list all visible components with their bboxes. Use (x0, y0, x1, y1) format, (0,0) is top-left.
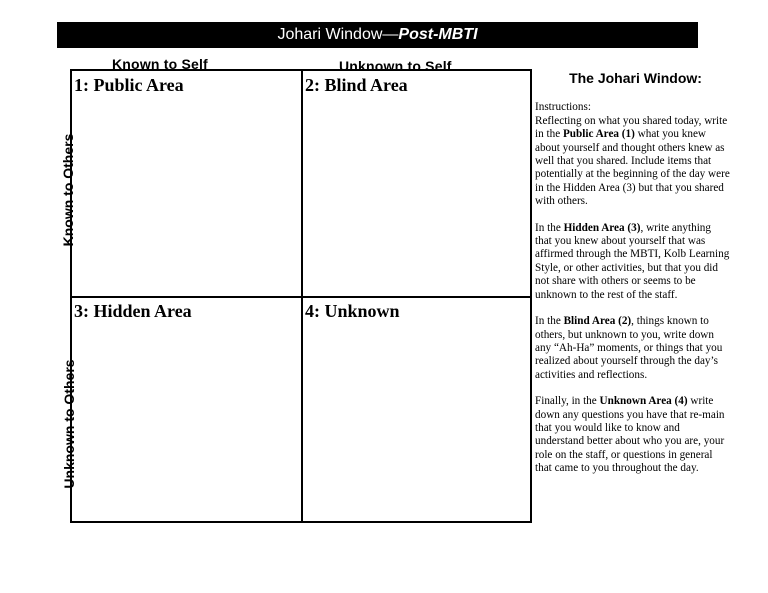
instructions-paragraph-3 (535, 315, 730, 382)
row-header-known-to-others: Known to Others (60, 133, 76, 247)
instructions-label: Instructions: (535, 101, 591, 114)
p3-text-a: In the (535, 315, 564, 328)
p4-bold: Unknown Area (4) (599, 395, 688, 408)
p3-bold: Blind Area (2) (563, 315, 632, 328)
column-header-known-to-self: Known to Self (112, 56, 208, 72)
p4-text-c: write down any questions you have that re-main that you would like to know and understand better about who you are, your role on the staff, or questions in general that came to you throughout the day. (535, 395, 725, 475)
row-header-unknown-to-others: Unknown to Others (61, 359, 77, 489)
p1-text-a: Reflecting on what you shared today, write in the (535, 114, 728, 141)
grid-horizontal-divider (72, 296, 530, 298)
column-header-unknown-to-self: Unknown to Self (339, 58, 452, 74)
page-title-italic: Post-MBTI (398, 26, 478, 43)
p4-text-a: Finally, in the (535, 395, 600, 408)
p1-text-c: what you knew about yourself and thought others knew as well that you shared. Include items that potentially at the beginning of the day were in the Hidden Area (3) but that you shared with others. (535, 128, 730, 208)
instructions-paragraph-2 (535, 222, 730, 302)
quadrant-unknown-label: 4: Unknown (305, 301, 400, 321)
p2-text-a: In the (535, 221, 564, 234)
quadrant-public-area-label: 1: Public Area (74, 75, 184, 95)
p3-text-c: , things known to others, but unknown to you, write down any “Ah-Ha” moments, or things that you realized about yourself through the day’s activities and reflections. (535, 315, 723, 381)
quadrant-blind-area-label: 2: Blind Area (305, 75, 408, 95)
instructions-paragraph-4 (535, 395, 730, 475)
sidebar-title: The Johari Window: (569, 70, 702, 86)
instructions-paragraph-1 (535, 101, 730, 208)
johari-grid (70, 69, 532, 523)
page-title: Johari Window— (277, 26, 399, 43)
quadrant-hidden-area-label: 3: Hidden Area (74, 301, 192, 321)
p2-text-c: , write anything that you knew about yourself that was affirmed through the MBTI, Kolb Learning Style, or other activities, but that you did not share with others or seems to be unknown to the rest of the staff. (535, 221, 730, 301)
instructions-panel (535, 72, 730, 489)
p1-bold: Public Area (1) (562, 128, 635, 141)
p2-bold: Hidden Area (3) (563, 221, 641, 234)
page-title-bar (57, 22, 698, 48)
